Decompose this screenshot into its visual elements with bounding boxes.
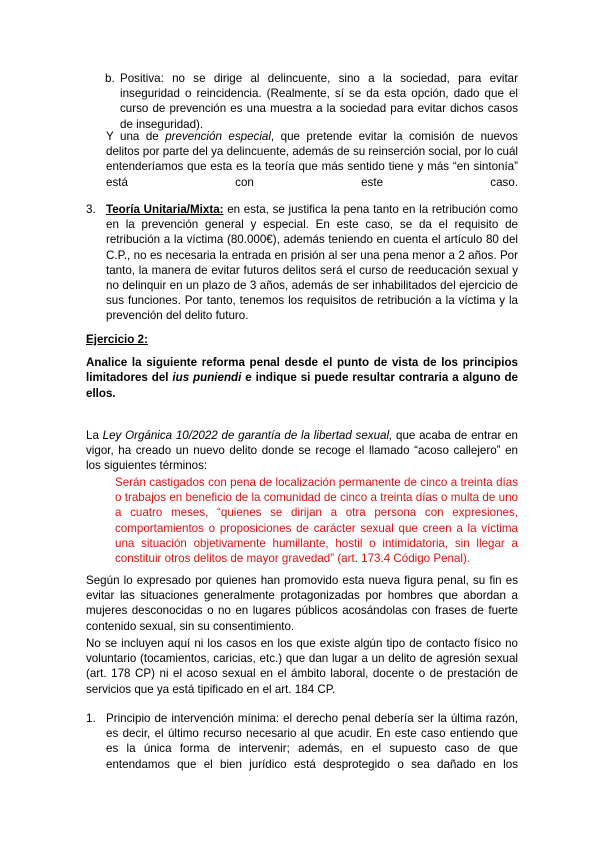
- prevencion-especial-paragraph: [106, 129, 518, 190]
- legal-quote: Serán castigados con pena de localización permanente de cinco a treinta días o trabajos en beneficio de la comunidad de cinco a treinta días o multa de uno a cuatro meses, “quienes se dirijan a otra persona con expresiones, comportamientos o proposiciones de carácter sexual que creen a la víctima una situación objetivamente humillante, hostil o intimidatoria, sin llegar a constituir otros delitos de mayor gravedad” (art. 173.4 Código Penal).: [115, 476, 518, 566]
- question-italic: ius puniendi: [172, 371, 242, 385]
- prevencion-text-before: Y una de: [106, 130, 166, 143]
- ley-text-before: La: [86, 429, 103, 442]
- ley-italic: Ley Orgánica 10/2022 de garantía de la libertad sexual,: [102, 429, 393, 442]
- list-item-3: [86, 202, 518, 324]
- item-3-heading: Teoría Unitaria/Mixta:: [106, 203, 224, 216]
- list-item-1-text: Principio de intervención mínima: el derecho penal debería ser la última razón, es decir, el último recurso necesario al que acudir. En este caso entiendo que es la única forma de intervenir; además, en el supuesto caso de que entendamos que el bien jurídico está desprotegido o sea dañado en los: [106, 712, 518, 771]
- question-text-after: e indique si puede resultar contraria a alguno de ellos.: [86, 371, 519, 400]
- list-marker-1: 1.: [86, 712, 96, 725]
- list-item-1: [86, 711, 518, 772]
- exercise-question: [86, 355, 518, 401]
- exercise-title: Ejercicio 2:: [86, 333, 148, 346]
- no-se-incluyen-paragraph: No se incluyen aquí ni los casos en los que existe algún tipo de contacto físico no voluntario (tocamientos, caricias, etc.) que dan lugar a un delito de agresión sexual (art. 178 CP) ni el acoso sexual en el ámbito laboral, docente o de prestación de servicios que ya está tipificado en el art. 184 CP.: [86, 637, 518, 696]
- list-marker-b: b.: [105, 72, 115, 85]
- ley-text-after: que acaba de entrar en vigor, ha creado un nuevo delito donde se recoge el llamado “acoso callejero” en los siguientes términos:: [86, 429, 518, 473]
- prevencion-emphasis: prevención especial: [165, 130, 271, 143]
- list-marker-3: 3.: [86, 203, 96, 216]
- question-text-before: Analice la siguiente reforma penal desde el punto de vista de los principios limitadores del: [86, 356, 518, 385]
- list-item-b: [105, 71, 518, 132]
- ley-paragraph: [86, 428, 518, 474]
- prevencion-text-after: , que pretende evitar la comisión de nuevos delitos por parte del ya delincuente, además de su reinserción social, por lo cuál entenderíamos que esta es la teoría que más sentido tiene y más “en sintonía” está con este caso.: [106, 130, 518, 189]
- item-3-text: en esta, se justifica la pena tanto en la retribución como en la prevención general y especial. En este caso, se da el requisito de retribución a la víctima (80.000€), además teniendo en cuenta el artículo 80 del C.P., no es necesaria la entrada en prisión al ser una pena menor a 2 años. Por tanto, la manera de evitar futuros delitos será el curso de reeducación sexual y no delinquir en un plazo de 3 años, además de ser inhabilitados del ejercicio de sus funciones. Por tanto, tenemos los requisitos de retribución a la víctima y la prevención del delito futuro.: [106, 203, 518, 323]
- segun-paragraph: Según lo expresado por quienes han promovido esta nueva figura penal, su fin es evitar las situaciones generalmente protagonizadas por hombres que abordan a mujeres desconocidas o no en lugares públicos acosándolas con frases de fuerte contenido sexual, sin su consentimiento.: [86, 574, 518, 633]
- list-item-b-text: Positiva: no se dirige al delincuente, sino a la sociedad, para evitar inseguridad o reincidencia. (Realmente, sí se da esta opción, dado que el curso de prevención es una muestra a la sociedad para evitar dichos casos de inseguridad).: [120, 72, 518, 131]
